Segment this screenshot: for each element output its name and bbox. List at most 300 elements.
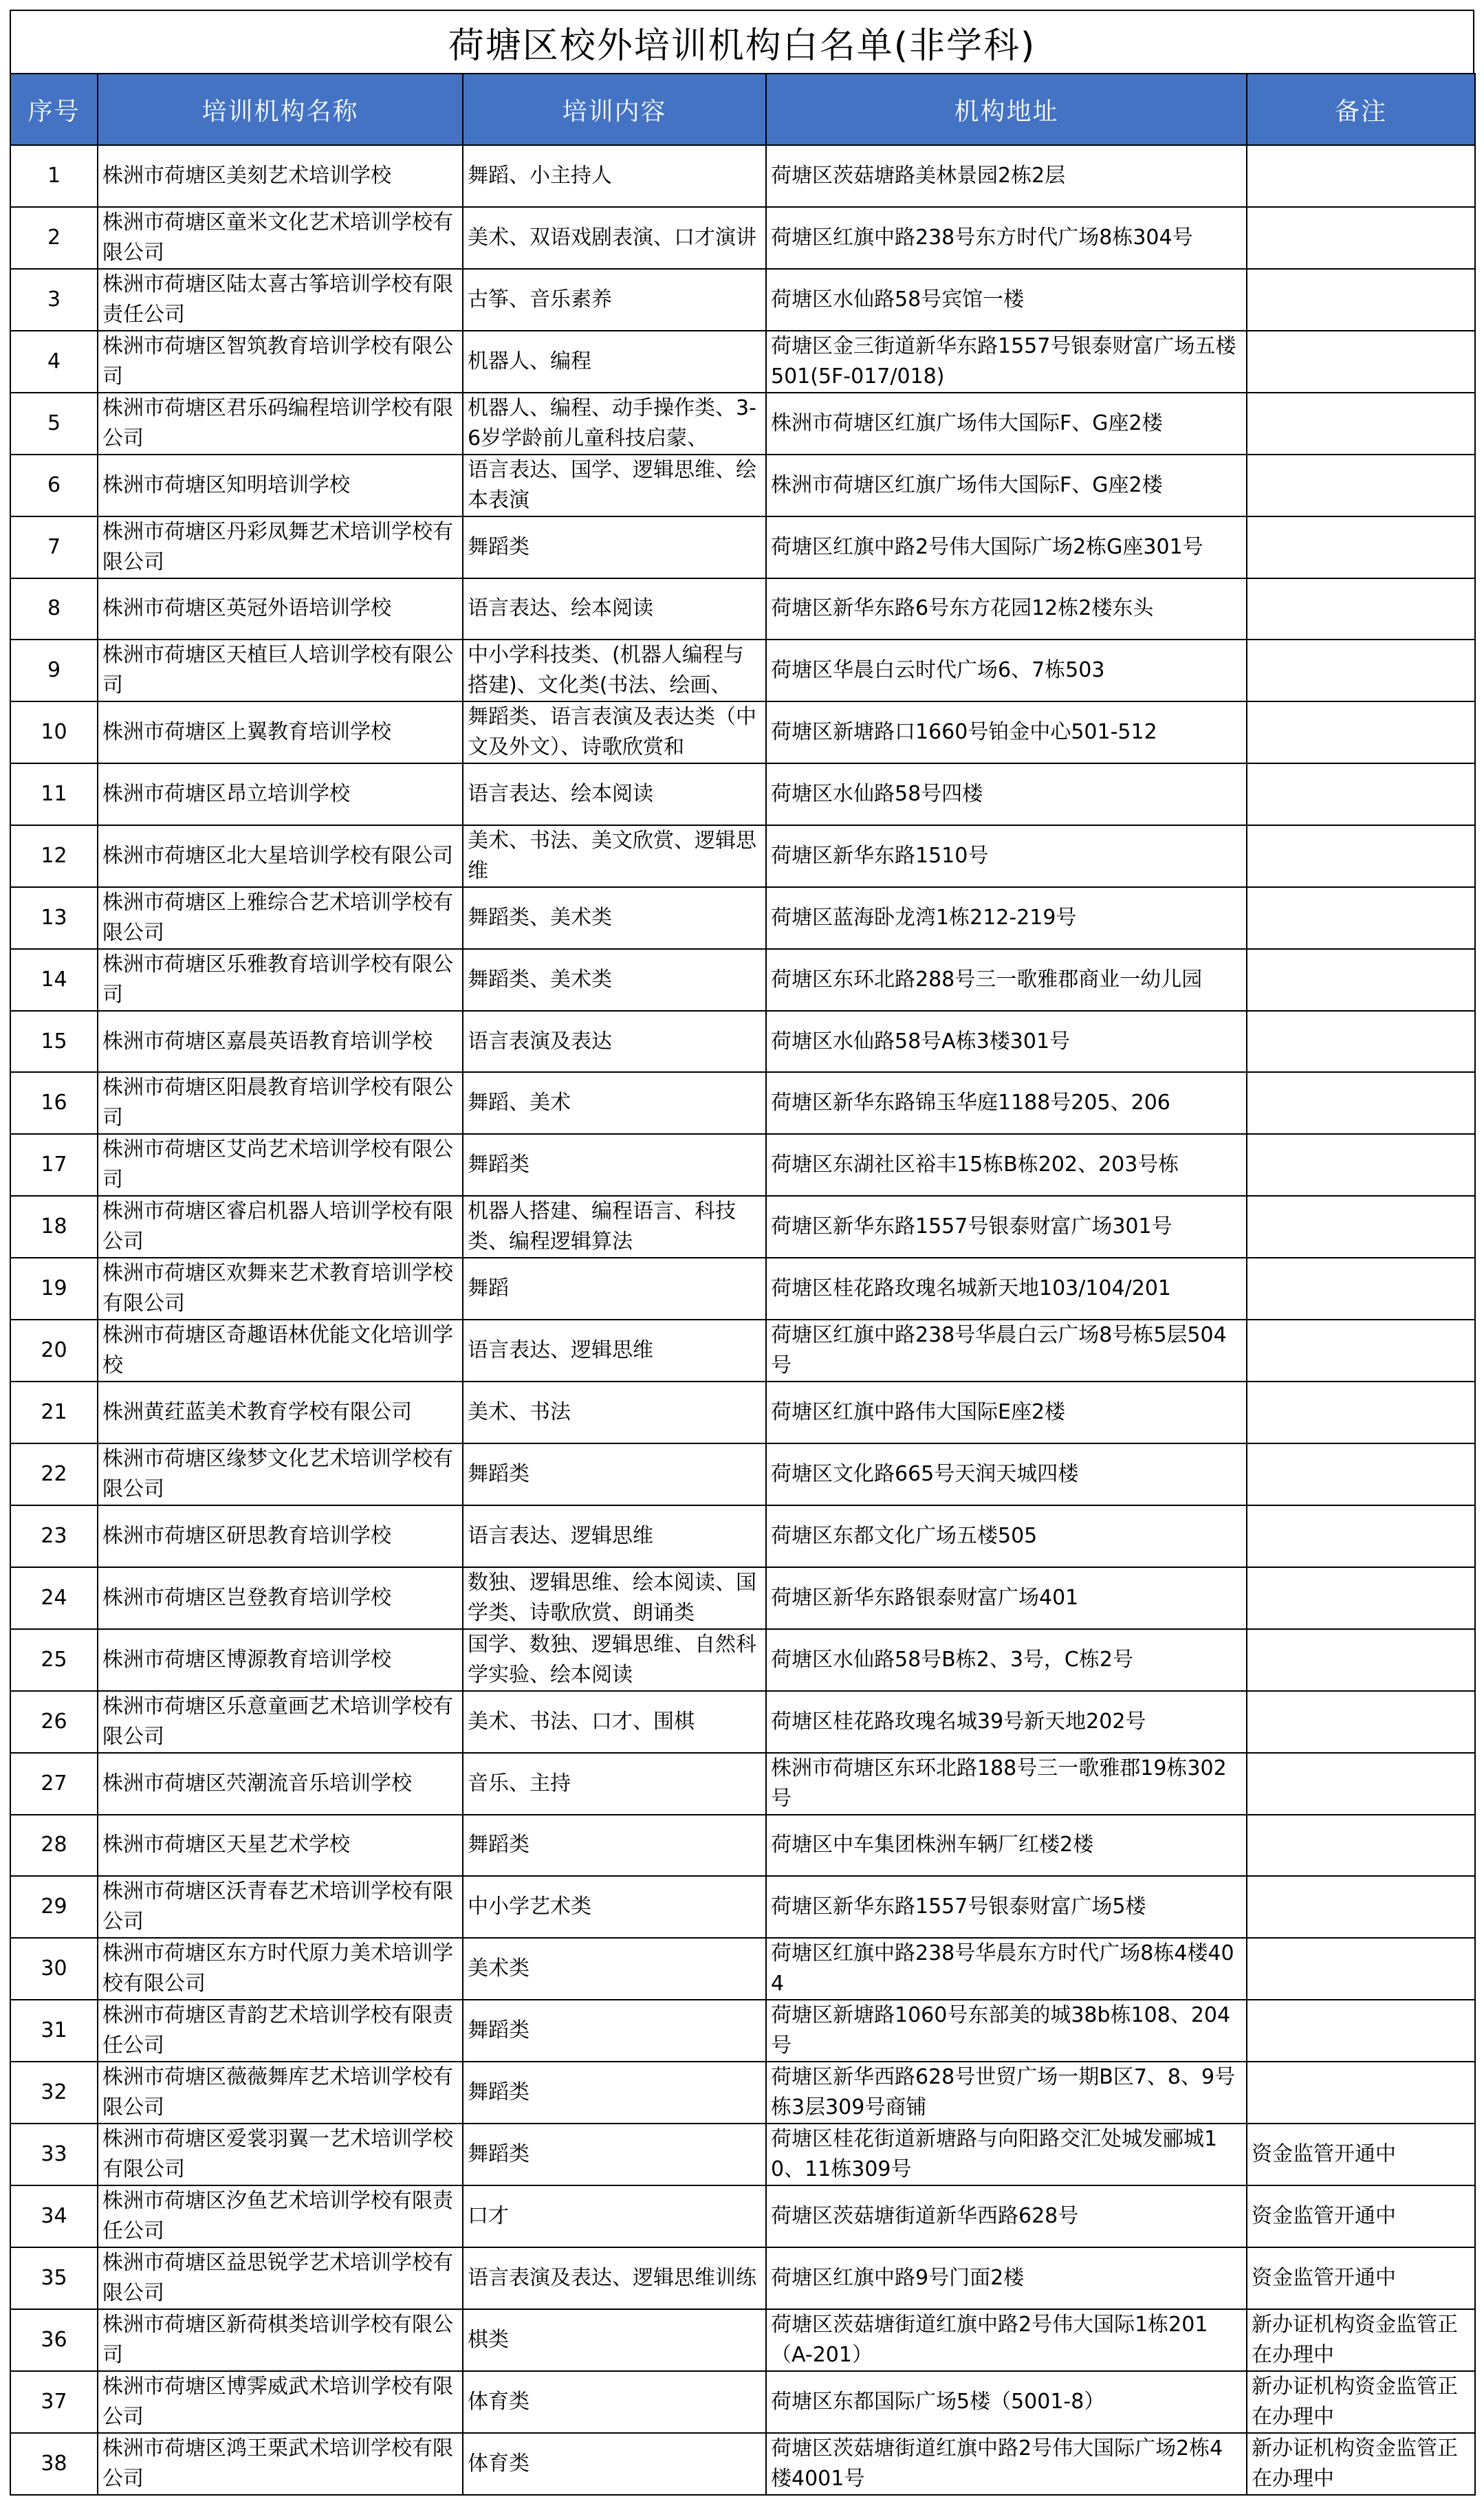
cell-index-text: 12 bbox=[41, 843, 67, 868]
cell-index bbox=[10, 1196, 98, 1258]
cell-training-content-text: 语言表达、绘本阅读 bbox=[468, 596, 653, 621]
cell-training-content bbox=[463, 1815, 766, 1877]
cell-training-content bbox=[463, 1505, 766, 1567]
cell-index bbox=[10, 331, 98, 393]
cell-training-content-text: 舞蹈类 bbox=[468, 2142, 530, 2167]
cell-address-text: 荷塘区红旗中路238号华晨白云广场8号栋5层504号 bbox=[771, 1323, 1227, 1378]
table-row bbox=[10, 2371, 1475, 2433]
cell-index-text: 36 bbox=[41, 2328, 67, 2353]
table-row bbox=[10, 2000, 1475, 2062]
cell-note-text: 新办证机构资金监管正在办理中 bbox=[1252, 2375, 1458, 2430]
cell-index-text: 5 bbox=[47, 411, 61, 435]
cell-training-content-text: 舞蹈、美术 bbox=[468, 1091, 571, 1115]
cell-institution-name bbox=[98, 949, 463, 1011]
cell-training-content-text: 体育类 bbox=[468, 2390, 530, 2414]
cell-note bbox=[1247, 701, 1475, 763]
cell-institution-name-text: 株洲市荷塘区爱裳羽翼一艺术培训学校有限公司 bbox=[102, 2127, 453, 2182]
cell-address-text: 荷塘区桂花路玫瑰名城新天地103/104/201 bbox=[771, 1276, 1171, 1301]
table-row bbox=[10, 331, 1475, 393]
cell-training-content-text: 机器人搭建、编程语言、科技类、编程逻辑算法 bbox=[468, 1199, 736, 1254]
cell-note bbox=[1247, 1876, 1475, 1938]
cell-index bbox=[10, 1691, 98, 1753]
cell-training-content bbox=[463, 2124, 766, 2185]
cell-address-text: 荷塘区茨菇塘街道红旗中路2号伟大国际1栋201（A-201） bbox=[771, 2313, 1208, 2368]
cell-institution-name bbox=[98, 2000, 463, 2062]
cell-address-text: 荷塘区文化路665号天润天城四楼 bbox=[771, 1461, 1079, 1486]
cell-training-content-text: 舞蹈类、美术类 bbox=[468, 967, 612, 992]
cell-institution-name bbox=[98, 2185, 463, 2247]
cell-address bbox=[766, 2247, 1247, 2309]
cell-address-text: 荷塘区红旗中路238号华晨东方时代广场8栋4楼404 bbox=[771, 1941, 1234, 1996]
cell-institution-name-text: 株洲市荷塘区嘉晨英语教育培训学校 bbox=[102, 1029, 433, 1054]
cell-institution-name bbox=[98, 393, 463, 455]
cell-note bbox=[1247, 825, 1475, 887]
cell-training-content-text: 体育类 bbox=[468, 2452, 530, 2476]
cell-institution-name-text: 株洲市荷塘区东方时代原力美术培训学校有限公司 bbox=[102, 1941, 453, 1996]
cell-index bbox=[10, 1567, 98, 1629]
cell-address bbox=[766, 2062, 1247, 2124]
table-row bbox=[10, 2062, 1475, 2124]
cell-institution-name-text: 株洲市荷塘区丹彩凤舞艺术培训学校有限公司 bbox=[102, 519, 453, 574]
cell-institution-name bbox=[98, 2124, 463, 2185]
table-row bbox=[10, 887, 1475, 949]
cell-index-text: 18 bbox=[41, 1214, 67, 1239]
cell-address bbox=[766, 825, 1247, 887]
cell-training-content-text: 棋类 bbox=[468, 2328, 509, 2353]
cell-note-text: 资金监管开通中 bbox=[1252, 2142, 1396, 2167]
cell-note bbox=[1247, 2062, 1475, 2124]
cell-training-content-text: 美术、书法 bbox=[468, 1400, 571, 1425]
cell-address bbox=[766, 701, 1247, 763]
cell-index-text: 17 bbox=[41, 1153, 67, 1177]
cell-address-text: 荷塘区红旗中路9号门面2楼 bbox=[771, 2266, 1025, 2291]
cell-note bbox=[1247, 887, 1475, 949]
cell-index bbox=[10, 887, 98, 949]
cell-training-content bbox=[463, 393, 766, 455]
cell-address-text: 荷塘区水仙路58号A栋3楼301号 bbox=[771, 1029, 1071, 1054]
cell-address-text: 荷塘区水仙路58号B栋2、3号，C栋2号 bbox=[771, 1647, 1133, 1672]
cell-index bbox=[10, 455, 98, 516]
cell-address-text: 荷塘区东都文化广场五楼505 bbox=[771, 1523, 1038, 1548]
cell-note bbox=[1247, 1691, 1475, 1753]
cell-address-text: 荷塘区红旗中路伟大国际E座2楼 bbox=[771, 1400, 1066, 1425]
cell-training-content-text: 古筝、音乐素养 bbox=[468, 287, 612, 312]
cell-address bbox=[766, 2124, 1247, 2185]
cell-index bbox=[10, 1072, 98, 1134]
cell-institution-name bbox=[98, 516, 463, 578]
cell-note bbox=[1247, 516, 1475, 578]
cell-index-text: 23 bbox=[41, 1523, 67, 1548]
cell-index bbox=[10, 949, 98, 1011]
cell-training-content bbox=[463, 207, 766, 269]
document-title: 荷塘区校外培训机构白名单(非学科) bbox=[10, 10, 1474, 73]
cell-training-content-text: 机器人、编程 bbox=[468, 349, 591, 373]
table-row bbox=[10, 1505, 1475, 1567]
cell-institution-name bbox=[98, 1753, 463, 1815]
cell-note bbox=[1247, 1382, 1475, 1443]
table-row bbox=[10, 1938, 1475, 2000]
cell-institution-name-text: 株洲市荷塘区陆太喜古筝培训学校有限责任公司 bbox=[102, 272, 453, 327]
cell-institution-name-text: 株洲市荷塘区博源教育培训学校 bbox=[102, 1647, 391, 1672]
cell-address-text: 荷塘区东都国际广场5楼（5001-8） bbox=[771, 2390, 1105, 2414]
cell-note bbox=[1247, 455, 1475, 516]
cell-address bbox=[766, 1011, 1247, 1073]
cell-address-text: 荷塘区新华东路1557号银泰财富广场301号 bbox=[771, 1214, 1172, 1239]
cell-note bbox=[1247, 145, 1475, 207]
cell-address bbox=[766, 887, 1247, 949]
cell-institution-name bbox=[98, 2433, 463, 2495]
cell-index-text: 32 bbox=[41, 2080, 67, 2105]
cell-index bbox=[10, 640, 98, 701]
cell-training-content bbox=[463, 887, 766, 949]
table-row bbox=[10, 1876, 1475, 1938]
cell-note bbox=[1247, 2371, 1475, 2433]
table-row bbox=[10, 393, 1475, 455]
table-row bbox=[10, 1011, 1475, 1073]
cell-address bbox=[766, 2371, 1247, 2433]
cell-institution-name-text: 株洲市荷塘区北大星培训学校有限公司 bbox=[102, 843, 453, 868]
cell-training-content bbox=[463, 2309, 766, 2371]
cell-institution-name bbox=[98, 763, 463, 825]
cell-index-text: 31 bbox=[41, 2018, 67, 2043]
cell-index bbox=[10, 2000, 98, 2062]
cell-index-text: 38 bbox=[41, 2452, 67, 2476]
cell-training-content bbox=[463, 640, 766, 701]
cell-training-content bbox=[463, 1938, 766, 2000]
cell-institution-name bbox=[98, 1196, 463, 1258]
cell-institution-name-text: 株洲市荷塘区新荷棋类培训学校有限公司 bbox=[102, 2313, 453, 2368]
cell-note bbox=[1247, 1258, 1475, 1320]
cell-training-content bbox=[463, 1629, 766, 1691]
table-row bbox=[10, 1072, 1475, 1134]
cell-index-text: 26 bbox=[41, 1709, 67, 1734]
cell-institution-name-text: 株洲市荷塘区青韵艺术培训学校有限责任公司 bbox=[102, 2003, 453, 2058]
cell-address bbox=[766, 1443, 1247, 1505]
cell-institution-name-text: 株洲市荷塘区上雅综合艺术培训学校有限公司 bbox=[102, 890, 453, 945]
table-row bbox=[10, 1691, 1475, 1753]
cell-institution-name bbox=[98, 1505, 463, 1567]
cell-address bbox=[766, 331, 1247, 393]
cell-address bbox=[766, 763, 1247, 825]
table-row bbox=[10, 1629, 1475, 1691]
cell-note bbox=[1247, 2309, 1475, 2371]
cell-note-text: 新办证机构资金监管正在办理中 bbox=[1252, 2313, 1458, 2368]
cell-training-content-text: 舞蹈类 bbox=[468, 2018, 530, 2043]
cell-index bbox=[10, 1134, 98, 1196]
cell-index-text: 20 bbox=[41, 1338, 67, 1363]
column-header-address: 机构地址 bbox=[766, 74, 1247, 145]
table-row bbox=[10, 1567, 1475, 1629]
cell-address bbox=[766, 2000, 1247, 2062]
cell-note bbox=[1247, 1567, 1475, 1629]
cell-training-content bbox=[463, 1134, 766, 1196]
cell-index bbox=[10, 1753, 98, 1815]
cell-address-text: 荷塘区新华西路628号世贸广场一期B区7、8、9号栋3层309号商铺 bbox=[771, 2065, 1236, 2120]
cell-training-content bbox=[463, 331, 766, 393]
cell-address-text: 荷塘区新华东路1510号 bbox=[771, 843, 989, 868]
cell-institution-name bbox=[98, 1876, 463, 1938]
cell-address bbox=[766, 455, 1247, 516]
cell-institution-name bbox=[98, 1011, 463, 1073]
cell-training-content-text: 语言表达、国学、逻辑思维、绘本表演 bbox=[468, 457, 756, 512]
cell-note bbox=[1247, 763, 1475, 825]
cell-note bbox=[1247, 393, 1475, 455]
cell-institution-name bbox=[98, 1567, 463, 1629]
cell-institution-name bbox=[98, 1938, 463, 2000]
cell-index bbox=[10, 1815, 98, 1877]
cell-institution-name-text: 株洲市荷塘区智筑教育培训学校有限公司 bbox=[102, 334, 453, 389]
cell-training-content bbox=[463, 1691, 766, 1753]
cell-index-text: 27 bbox=[41, 1771, 67, 1796]
cell-address bbox=[766, 2309, 1247, 2371]
whitelist-sheet bbox=[10, 10, 1474, 2496]
cell-address-text: 荷塘区水仙路58号四楼 bbox=[771, 781, 983, 806]
cell-index bbox=[10, 1876, 98, 1938]
cell-index-text: 25 bbox=[41, 1647, 67, 1672]
cell-note-text: 资金监管开通中 bbox=[1252, 2204, 1396, 2229]
cell-index-text: 15 bbox=[41, 1029, 67, 1054]
cell-index bbox=[10, 1011, 98, 1073]
cell-index-text: 16 bbox=[41, 1091, 67, 1115]
table-row bbox=[10, 145, 1475, 207]
column-header-content: 培训内容 bbox=[463, 74, 766, 145]
cell-training-content bbox=[463, 1320, 766, 1382]
cell-index-text: 8 bbox=[47, 596, 61, 621]
cell-index bbox=[10, 1629, 98, 1691]
cell-index bbox=[10, 2124, 98, 2185]
cell-training-content-text: 数独、逻辑思维、绘本阅读、国学类、诗歌欣赏、朗诵类 bbox=[468, 1570, 756, 1625]
cell-index-text: 24 bbox=[41, 1585, 67, 1610]
cell-training-content-text: 舞蹈 bbox=[468, 1276, 509, 1301]
cell-address-text: 荷塘区中车集团株洲车辆厂红楼2楼 bbox=[771, 1833, 1094, 1857]
cell-institution-name bbox=[98, 1629, 463, 1691]
cell-note bbox=[1247, 269, 1475, 331]
table-row bbox=[10, 207, 1475, 269]
cell-training-content bbox=[463, 145, 766, 207]
cell-institution-name-text: 株洲市荷塘区汐鱼艺术培训学校有限责任公司 bbox=[102, 2189, 453, 2244]
cell-index-text: 21 bbox=[41, 1400, 67, 1425]
cell-institution-name bbox=[98, 331, 463, 393]
cell-training-content bbox=[463, 1072, 766, 1134]
cell-institution-name-text: 株洲市荷塘区茓潮流音乐培训学校 bbox=[102, 1771, 412, 1796]
cell-index bbox=[10, 1505, 98, 1567]
cell-institution-name bbox=[98, 1382, 463, 1443]
cell-note bbox=[1247, 2185, 1475, 2247]
cell-note bbox=[1247, 640, 1475, 701]
cell-address-text: 荷塘区红旗中路238号东方时代广场8栋304号 bbox=[771, 225, 1193, 250]
cell-training-content-text: 舞蹈类、语言表演及表达类（中文及外文）、诗歌欣赏和 bbox=[468, 705, 756, 760]
cell-index-text: 37 bbox=[41, 2390, 67, 2414]
table-row bbox=[10, 1258, 1475, 1320]
cell-institution-name-text: 株洲市荷塘区沃青春艺术培训学校有限公司 bbox=[102, 1879, 453, 1934]
cell-address bbox=[766, 207, 1247, 269]
cell-note bbox=[1247, 1629, 1475, 1691]
cell-address bbox=[766, 1320, 1247, 1382]
cell-institution-name bbox=[98, 1134, 463, 1196]
table-row bbox=[10, 701, 1475, 763]
cell-training-content bbox=[463, 269, 766, 331]
cell-note bbox=[1247, 1753, 1475, 1815]
cell-address-text: 荷塘区东环北路288号三一歌雅郡商业一幼儿园 bbox=[771, 967, 1203, 992]
cell-training-content-text: 口才 bbox=[468, 2204, 509, 2229]
cell-address bbox=[766, 516, 1247, 578]
cell-index-text: 3 bbox=[47, 287, 61, 312]
cell-index-text: 35 bbox=[41, 2266, 67, 2291]
cell-training-content-text: 美术、书法、美文欣赏、逻辑思维 bbox=[468, 828, 756, 883]
cell-training-content-text: 舞蹈类 bbox=[468, 2080, 530, 2105]
cell-index-text: 22 bbox=[41, 1461, 67, 1486]
cell-training-content bbox=[463, 701, 766, 763]
cell-institution-name-text: 株洲市荷塘区天星艺术学校 bbox=[102, 1833, 350, 1857]
table-row bbox=[10, 1382, 1475, 1443]
cell-training-content-text: 机器人、编程、动手操作类、3-6岁学龄前儿童科技启蒙、 bbox=[468, 395, 756, 450]
cell-institution-name-text: 株洲市荷塘区童米文化艺术培训学校有限公司 bbox=[102, 210, 453, 265]
cell-training-content bbox=[463, 2247, 766, 2309]
cell-institution-name bbox=[98, 825, 463, 887]
column-header-note: 备注 bbox=[1247, 74, 1475, 145]
cell-training-content-text: 语言表演及表达、逻辑思维训练 bbox=[468, 2266, 756, 2291]
cell-index-text: 28 bbox=[41, 1833, 67, 1857]
table-row bbox=[10, 455, 1475, 516]
cell-index-text: 6 bbox=[47, 472, 61, 497]
cell-training-content bbox=[463, 2000, 766, 2062]
cell-address bbox=[766, 269, 1247, 331]
cell-note bbox=[1247, 1505, 1475, 1567]
cell-address-text: 荷塘区新塘路1060号东部美的城38b栋108、204号 bbox=[771, 2003, 1231, 2058]
cell-note bbox=[1247, 1011, 1475, 1073]
cell-institution-name bbox=[98, 2371, 463, 2433]
cell-address bbox=[766, 949, 1247, 1011]
cell-note bbox=[1247, 1320, 1475, 1382]
cell-note bbox=[1247, 2000, 1475, 2062]
cell-institution-name-text: 株洲市荷塘区美刻艺术培训学校 bbox=[102, 163, 391, 188]
cell-institution-name bbox=[98, 455, 463, 516]
cell-training-content bbox=[463, 1011, 766, 1073]
cell-index bbox=[10, 2371, 98, 2433]
cell-training-content bbox=[463, 2185, 766, 2247]
table-row bbox=[10, 949, 1475, 1011]
cell-index-text: 10 bbox=[41, 720, 67, 745]
cell-address bbox=[766, 1258, 1247, 1320]
cell-note bbox=[1247, 2124, 1475, 2185]
cell-index bbox=[10, 1938, 98, 2000]
cell-index-text: 2 bbox=[47, 225, 61, 250]
cell-address bbox=[766, 1072, 1247, 1134]
cell-training-content bbox=[463, 763, 766, 825]
cell-address-text: 荷塘区茨菇塘街道红旗中路2号伟大国际广场2栋4楼4001号 bbox=[771, 2436, 1223, 2491]
cell-note bbox=[1247, 578, 1475, 640]
cell-index-text: 34 bbox=[41, 2204, 67, 2229]
cell-institution-name bbox=[98, 145, 463, 207]
cell-institution-name bbox=[98, 2309, 463, 2371]
cell-index bbox=[10, 2247, 98, 2309]
cell-address-text: 荷塘区红旗中路2号伟大国际广场2栋G座301号 bbox=[771, 534, 1203, 559]
table-row bbox=[10, 2185, 1475, 2247]
cell-address-text: 荷塘区茨菇塘街道新华西路628号 bbox=[771, 2204, 1079, 2229]
table-row bbox=[10, 640, 1475, 701]
cell-address bbox=[766, 2433, 1247, 2495]
cell-note-text: 资金监管开通中 bbox=[1252, 2266, 1396, 2291]
cell-index bbox=[10, 516, 98, 578]
cell-address bbox=[766, 145, 1247, 207]
cell-training-content-text: 语言表达、绘本阅读 bbox=[468, 781, 653, 806]
table-row bbox=[10, 1443, 1475, 1505]
whitelist-table bbox=[10, 73, 1476, 2496]
cell-institution-name-text: 株洲市荷塘区阳晨教育培训学校有限公司 bbox=[102, 1076, 453, 1131]
cell-note bbox=[1247, 207, 1475, 269]
cell-index-text: 30 bbox=[41, 1956, 67, 1981]
cell-note bbox=[1247, 331, 1475, 393]
cell-institution-name bbox=[98, 2247, 463, 2309]
cell-index bbox=[10, 701, 98, 763]
cell-institution-name-text: 株洲市荷塘区英冠外语培训学校 bbox=[102, 596, 391, 621]
cell-institution-name-text: 株洲市荷塘区乐雅教育培训学校有限公司 bbox=[102, 952, 453, 1007]
cell-institution-name-text: 株洲黄荭蓝美术教育学校有限公司 bbox=[102, 1400, 412, 1425]
cell-institution-name bbox=[98, 207, 463, 269]
cell-institution-name bbox=[98, 1691, 463, 1753]
table-row bbox=[10, 1196, 1475, 1258]
cell-address bbox=[766, 1815, 1247, 1877]
cell-note bbox=[1247, 2247, 1475, 2309]
cell-institution-name-text: 株洲市荷塘区奇趣语林优能文化培训学校 bbox=[102, 1323, 453, 1378]
cell-training-content-text: 中小学科技类、(机器人编程与搭建)、文化类(书法、绘画、 bbox=[468, 643, 744, 698]
table-row bbox=[10, 2124, 1475, 2185]
cell-institution-name bbox=[98, 2062, 463, 2124]
cell-address-text: 荷塘区水仙路58号宾馆一楼 bbox=[771, 287, 1025, 312]
cell-address-text: 荷塘区金三街道新华东路1557号银泰财富广场五楼501(5F-017/018) bbox=[771, 334, 1236, 389]
cell-address-text: 株洲市荷塘区东环北路188号三一歌雅郡19栋302号 bbox=[771, 1756, 1227, 1811]
cell-training-content bbox=[463, 1196, 766, 1258]
cell-address bbox=[766, 578, 1247, 640]
cell-address-text: 荷塘区桂花街道新塘路与向阳路交汇处城发郦城10、11栋309号 bbox=[771, 2127, 1218, 2182]
cell-address bbox=[766, 1382, 1247, 1443]
cell-address bbox=[766, 1629, 1247, 1691]
cell-address bbox=[766, 2185, 1247, 2247]
cell-address-text: 株洲市荷塘区红旗广场伟大国际F、G座2楼 bbox=[771, 472, 1163, 497]
cell-index bbox=[10, 2309, 98, 2371]
cell-address bbox=[766, 1567, 1247, 1629]
cell-institution-name-text: 株洲市荷塘区岂登教育培训学校 bbox=[102, 1585, 391, 1610]
cell-address bbox=[766, 1691, 1247, 1753]
cell-index bbox=[10, 207, 98, 269]
cell-index-text: 1 bbox=[47, 163, 61, 188]
cell-training-content bbox=[463, 2371, 766, 2433]
cell-index bbox=[10, 1382, 98, 1443]
cell-index bbox=[10, 1443, 98, 1505]
cell-index bbox=[10, 2062, 98, 2124]
cell-index bbox=[10, 1320, 98, 1382]
cell-institution-name-text: 株洲市荷塘区薇薇舞库艺术培训学校有限公司 bbox=[102, 2065, 453, 2120]
cell-institution-name-text: 株洲市荷塘区研思教育培训学校 bbox=[102, 1523, 391, 1548]
cell-note bbox=[1247, 1815, 1475, 1877]
cell-training-content-text: 舞蹈类 bbox=[468, 534, 530, 559]
cell-address bbox=[766, 1196, 1247, 1258]
cell-address-text: 荷塘区新塘路口1660号铂金中心501-512 bbox=[771, 720, 1157, 745]
cell-index-text: 7 bbox=[47, 534, 61, 559]
cell-address bbox=[766, 1753, 1247, 1815]
cell-training-content-text: 舞蹈类 bbox=[468, 1833, 530, 1857]
cell-institution-name-text: 株洲市荷塘区昂立培训学校 bbox=[102, 781, 350, 806]
cell-training-content bbox=[463, 516, 766, 578]
table-row bbox=[10, 1134, 1475, 1196]
cell-institution-name-text: 株洲市荷塘区艾尚艺术培训学校有限公司 bbox=[102, 1137, 453, 1192]
cell-institution-name bbox=[98, 578, 463, 640]
table-row bbox=[10, 825, 1475, 887]
cell-address-text: 荷塘区东湖社区裕丰15栋B栋202、203号栋 bbox=[771, 1153, 1179, 1177]
cell-note-text: 新办证机构资金监管正在办理中 bbox=[1252, 2436, 1458, 2491]
cell-index-text: 33 bbox=[41, 2142, 67, 2167]
cell-training-content bbox=[463, 1258, 766, 1320]
